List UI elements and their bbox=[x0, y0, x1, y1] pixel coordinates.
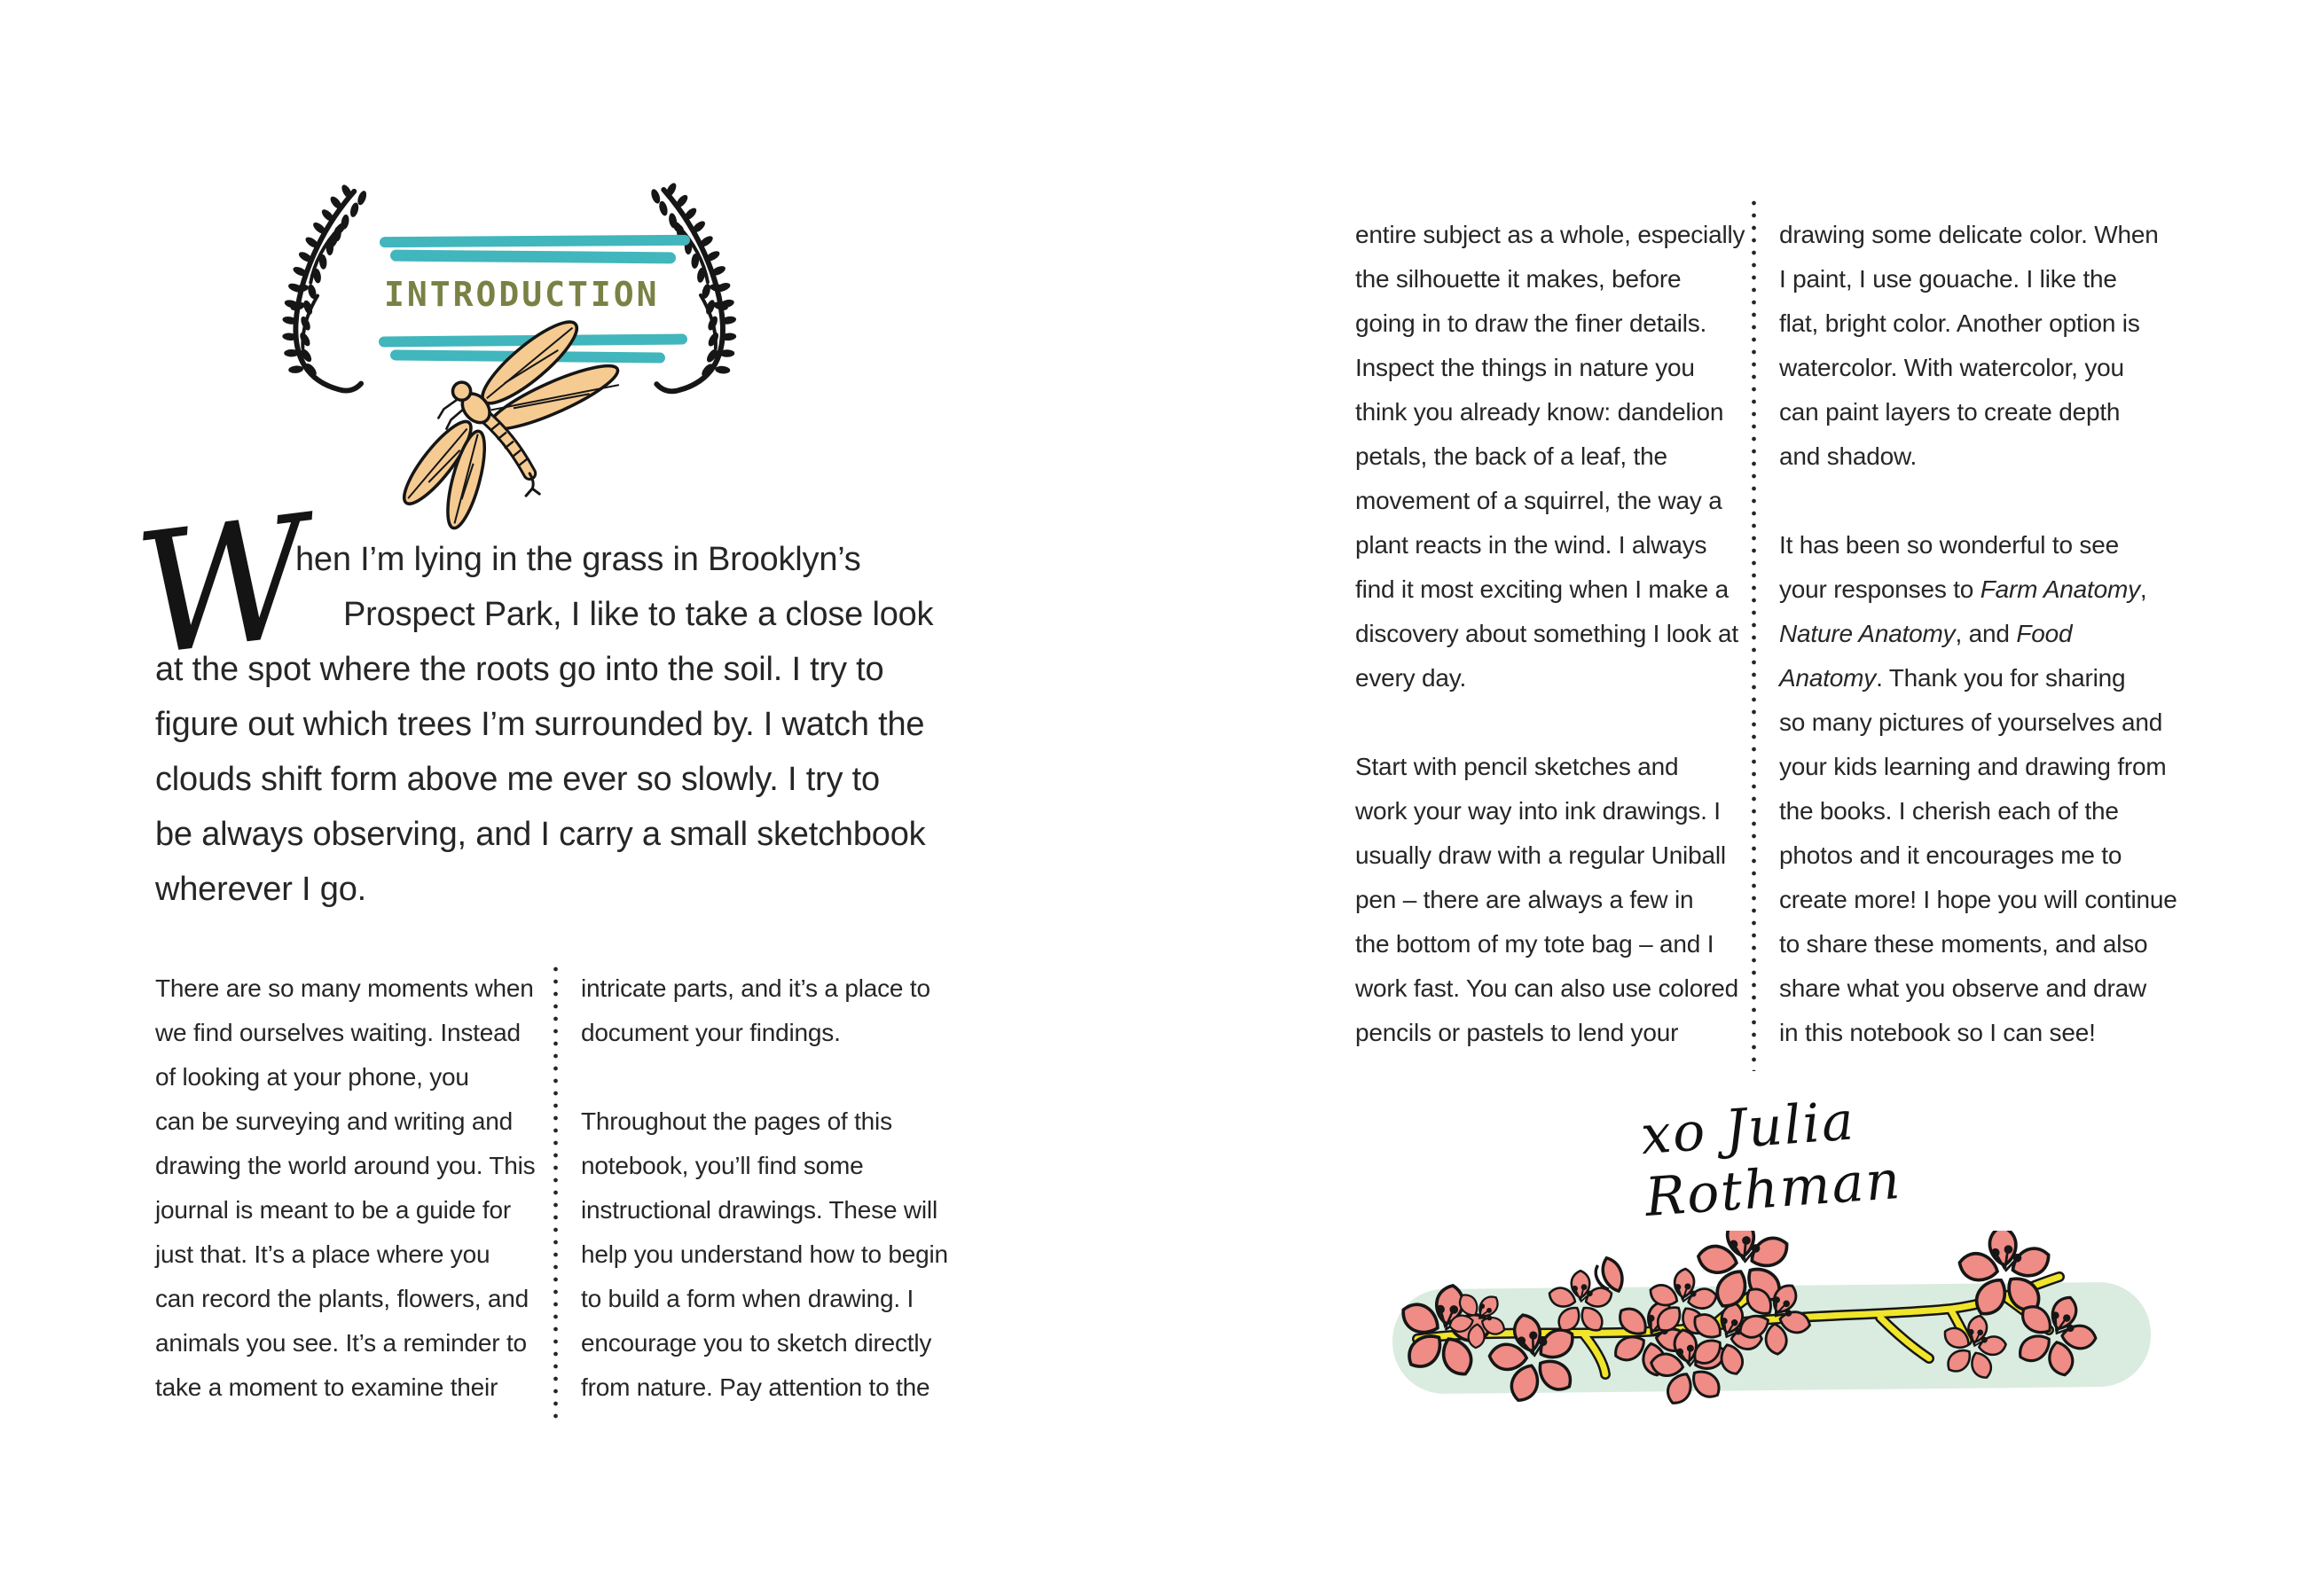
text-line bbox=[1779, 878, 2183, 922]
text-segment: your kids learning and drawing from bbox=[1779, 753, 2167, 780]
text-line bbox=[1355, 745, 1759, 789]
column-divider-dotted bbox=[553, 963, 558, 1422]
text-line bbox=[581, 1321, 984, 1365]
text-line bbox=[1355, 612, 1759, 656]
text-line bbox=[1355, 567, 1759, 612]
paragraph bbox=[1779, 213, 2183, 479]
text-line bbox=[581, 1144, 984, 1188]
text-segment: the silhouette it makes, before bbox=[1355, 265, 1682, 293]
text-segment: It has been so wonderful to see bbox=[1779, 531, 2119, 559]
text-line bbox=[1779, 390, 2183, 434]
text-line bbox=[581, 1099, 984, 1144]
laurel-branch-left-icon bbox=[255, 183, 388, 409]
text-segment: Food bbox=[2016, 620, 2073, 647]
paragraph bbox=[1355, 745, 1759, 1055]
text-line bbox=[155, 642, 1024, 697]
text-segment: document your findings. bbox=[581, 1019, 841, 1046]
text-segment: Start with pencil sketches and bbox=[1355, 753, 1679, 780]
text-line bbox=[1779, 745, 2183, 789]
text-line bbox=[581, 966, 984, 1011]
text-segment: drawing the world around you. This bbox=[155, 1152, 536, 1179]
text-segment: pencils or pastels to lend your bbox=[1355, 1019, 1679, 1046]
dragonfly-icon bbox=[397, 316, 630, 536]
text-line bbox=[1779, 301, 2183, 346]
text-segment: intricate parts, and it’s a place to bbox=[581, 974, 930, 1002]
text-line bbox=[1779, 1011, 2183, 1055]
text-segment: your responses to bbox=[1779, 575, 1980, 603]
text-line bbox=[1355, 390, 1759, 434]
right-page-column-1 bbox=[1355, 213, 1759, 1055]
text-line bbox=[1355, 346, 1759, 390]
paragraph bbox=[155, 966, 559, 1410]
text-segment: watercolor. With watercolor, you bbox=[1779, 354, 2124, 381]
text-segment: hen I’m lying in the grass in Brooklyn’s bbox=[295, 541, 861, 578]
text-line bbox=[1779, 434, 2183, 479]
column-divider-dotted bbox=[1752, 197, 1756, 1071]
text-segment: Inspect the things in nature you bbox=[1355, 354, 1695, 381]
text-segment: . Thank you for sharing bbox=[1876, 664, 2126, 692]
text-segment: be always observing, and I carry a small sketchbook bbox=[155, 816, 926, 853]
text-segment: think you already know: dandelion bbox=[1355, 398, 1724, 426]
text-line bbox=[1355, 523, 1759, 567]
text-segment: take a moment to examine their bbox=[155, 1373, 498, 1401]
text-line bbox=[155, 1188, 559, 1232]
text-line bbox=[155, 587, 1024, 642]
text-segment: Nature Anatomy bbox=[1779, 620, 1956, 647]
text-line bbox=[155, 1277, 559, 1321]
text-segment: work fast. You can also use colored bbox=[1355, 974, 1738, 1002]
text-line bbox=[1779, 656, 2183, 700]
text-line bbox=[155, 697, 1024, 752]
text-line bbox=[155, 1321, 559, 1365]
text-segment: the books. I cherish each of the bbox=[1779, 797, 2119, 825]
text-segment: to share these moments, and also bbox=[1779, 930, 2148, 958]
text-segment: so many pictures of yourselves and bbox=[1779, 708, 2163, 736]
text-line bbox=[1355, 922, 1759, 966]
drop-cap: W bbox=[127, 480, 321, 693]
text-segment: we find ourselves waiting. Instead bbox=[155, 1019, 521, 1046]
text-segment: petals, the back of a leaf, the bbox=[1355, 442, 1667, 470]
text-line bbox=[155, 1055, 559, 1099]
text-line bbox=[1779, 612, 2183, 656]
text-segment: I paint, I use gouache. I like the bbox=[1779, 265, 2117, 293]
text-line bbox=[1355, 1011, 1759, 1055]
text-line bbox=[581, 1188, 984, 1232]
text-segment: journal is meant to be a guide for bbox=[155, 1196, 512, 1224]
text-line bbox=[1355, 656, 1759, 700]
text-line bbox=[1355, 257, 1759, 301]
text-line bbox=[1779, 257, 2183, 301]
text-line bbox=[1779, 922, 2183, 966]
text-line bbox=[1779, 833, 2183, 878]
text-segment: movement of a squirrel, the way a bbox=[1355, 487, 1722, 514]
text-line bbox=[1355, 966, 1759, 1011]
text-line bbox=[1355, 833, 1759, 878]
text-segment: There are so many moments when bbox=[155, 974, 534, 1002]
text-segment: can paint layers to create depth bbox=[1779, 398, 2121, 426]
teal-rule-top-1 bbox=[380, 235, 690, 247]
text-line bbox=[1355, 301, 1759, 346]
text-segment: to build a form when drawing. I bbox=[581, 1285, 914, 1312]
text-line bbox=[1355, 789, 1759, 833]
text-line bbox=[1779, 346, 2183, 390]
left-page-column-1 bbox=[155, 966, 559, 1410]
text-line bbox=[155, 1232, 559, 1277]
text-line bbox=[1779, 700, 2183, 745]
text-segment: clouds shift form above me ever so slowly. I try to bbox=[155, 761, 880, 798]
text-segment: at the spot where the roots go into the soil. I try to bbox=[155, 651, 884, 688]
text-segment: , and bbox=[1955, 620, 2017, 647]
text-segment: plant reacts in the wind. I always bbox=[1355, 531, 1707, 559]
text-segment: can record the plants, flowers, and bbox=[155, 1285, 529, 1312]
text-segment: , bbox=[2139, 575, 2147, 603]
paragraph bbox=[155, 532, 1024, 917]
text-line bbox=[155, 1099, 559, 1144]
text-segment: Throughout the pages of this bbox=[581, 1107, 892, 1135]
text-line bbox=[1779, 213, 2183, 257]
text-line bbox=[155, 966, 559, 1011]
text-segment: animals you see. It’s a reminder to bbox=[155, 1329, 527, 1357]
text-line bbox=[1779, 567, 2183, 612]
left-page-column-2 bbox=[581, 966, 984, 1410]
text-segment: flat, bright color. Another option is bbox=[1779, 309, 2140, 337]
text-segment: share what you observe and draw bbox=[1779, 974, 2147, 1002]
text-line bbox=[1779, 966, 2183, 1011]
text-segment: entire subject as a whole, especially bbox=[1355, 221, 1745, 248]
text-segment: drawing some delicate color. When bbox=[1779, 221, 2159, 248]
text-segment: of looking at your phone, you bbox=[155, 1063, 469, 1091]
text-segment: Prospect Park, I like to take a close look bbox=[343, 596, 934, 633]
paragraph bbox=[1355, 213, 1759, 700]
text-segment: Anatomy bbox=[1779, 664, 1877, 692]
text-segment: find it most exciting when I make a bbox=[1355, 575, 1729, 603]
text-line bbox=[155, 1144, 559, 1188]
text-line bbox=[1355, 878, 1759, 922]
text-segment: wherever I go. bbox=[155, 871, 366, 908]
text-line bbox=[155, 1365, 559, 1410]
laurel-leaves bbox=[282, 184, 368, 379]
text-segment: create more! I hope you will continue bbox=[1779, 886, 2177, 913]
text-line bbox=[581, 1232, 984, 1277]
text-segment: encourage you to sketch directly bbox=[581, 1329, 932, 1357]
blossom-branch-illustration bbox=[1384, 1231, 2173, 1483]
text-segment: photos and it encourages me to bbox=[1779, 841, 2122, 869]
text-line bbox=[581, 1365, 984, 1410]
text-segment: every day. bbox=[1355, 664, 1467, 692]
text-segment: pen – there are always a few in bbox=[1355, 886, 1694, 913]
author-signature: xo Julia Rothman bbox=[1638, 1090, 1904, 1229]
text-line bbox=[1355, 479, 1759, 523]
text-segment: work your way into ink drawings. I bbox=[1355, 797, 1721, 825]
text-segment: usually draw with a regular Uniball bbox=[1355, 841, 1726, 869]
text-segment: and shadow. bbox=[1779, 442, 1918, 470]
text-line bbox=[155, 532, 1024, 587]
paragraph bbox=[1779, 523, 2183, 1055]
text-line bbox=[155, 807, 1024, 862]
paragraph bbox=[581, 1099, 984, 1410]
text-segment: going in to draw the finer details. bbox=[1355, 309, 1707, 337]
text-segment: in this notebook so I can see! bbox=[1779, 1019, 2096, 1046]
intro-paragraph bbox=[155, 532, 1024, 917]
text-segment: just that. It’s a place where you bbox=[155, 1240, 490, 1268]
text-segment: figure out which trees I’m surrounded by. I watch the bbox=[155, 706, 925, 743]
right-page-column-2 bbox=[1779, 213, 2183, 1055]
text-line bbox=[155, 752, 1024, 807]
text-line bbox=[155, 862, 1024, 917]
text-segment: help you understand how to begin bbox=[581, 1240, 948, 1268]
text-line bbox=[581, 1011, 984, 1055]
paragraph bbox=[581, 966, 984, 1055]
teal-rule-top-2 bbox=[390, 250, 676, 264]
text-segment: instructional drawings. These will bbox=[581, 1196, 937, 1224]
text-segment: can be surveying and writing and bbox=[155, 1107, 513, 1135]
text-segment: from nature. Pay attention to the bbox=[581, 1373, 930, 1401]
text-segment: notebook, you’ll find some bbox=[581, 1152, 864, 1179]
dragonfly-wings bbox=[397, 316, 624, 531]
text-line bbox=[1355, 434, 1759, 479]
text-line bbox=[1779, 789, 2183, 833]
text-line bbox=[155, 1011, 559, 1055]
text-line bbox=[581, 1277, 984, 1321]
text-line bbox=[1779, 523, 2183, 567]
text-line bbox=[1355, 213, 1759, 257]
text-segment: discovery about something I look at bbox=[1355, 620, 1738, 647]
text-segment: Farm Anatomy bbox=[1980, 575, 2140, 603]
text-segment: the bottom of my tote bag – and I bbox=[1355, 930, 1714, 958]
chapter-title: INTRODUCTION bbox=[384, 275, 660, 314]
